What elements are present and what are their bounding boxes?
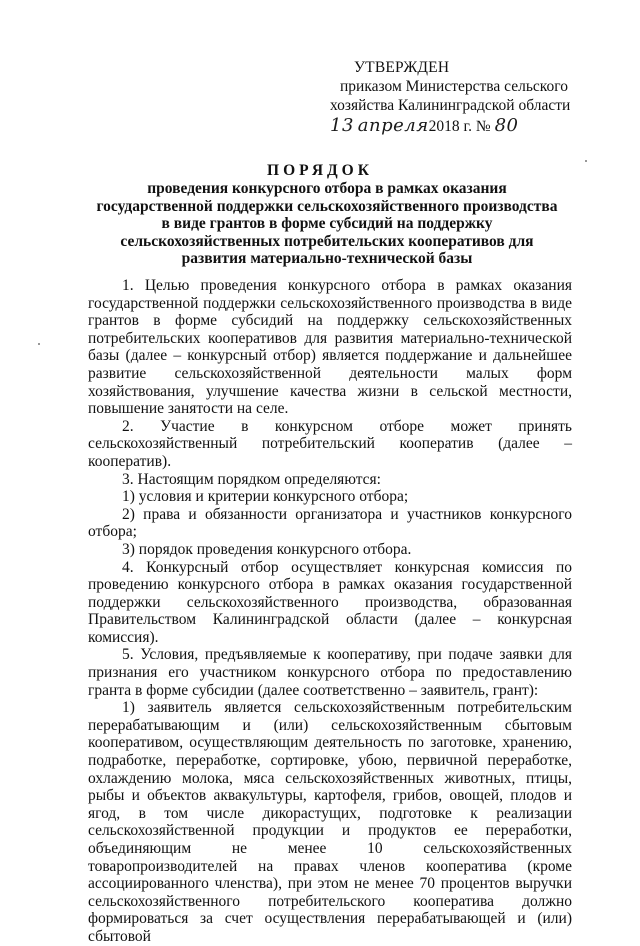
paragraph-3: 3. Настоящим порядком определяются: <box>122 470 381 488</box>
handwritten-day: 13 <box>330 115 354 136</box>
paragraph-3-item-1: 1) условия и критерии конкурсного отбора; <box>122 488 409 506</box>
approval-block <box>330 58 590 136</box>
printed-date: 2018 г. № <box>428 118 491 135</box>
paragraph-3-item-2: 2) права и обязанности организатора и участников конкурсного отбора; <box>88 505 572 541</box>
paragraph-4: 4. Конкурсный отбор осуществляет конкурсная комиссия по проведению конкурсного отбора в рамках оказания государственной поддержки сельскохозяйственного производства, образованная Правительством Калининградской области (далее – конкурсная комиссия). <box>88 558 572 646</box>
paragraph-5-item-1: 1) заявитель является сельскохозяйственным потребительским перерабатывающим и (или) сельскохозяйственным сбытовым кооперативом, осуществляющим деятельность по заготовке, хранению, подработке, переработке, сортировке, убою, первичной переработке, охлаждению молока, мяса сельскохозяйственных животных, птицы, рыбы и объектов аквакультуры, картофеля, грибов, овощей, плодов и ягод, в том числе дикорастущих, подготовке к реализации сельскохозяйственной продукции и продуктов ее переработки, объединяющим не менее 10 сельскохозяйственных товаропроизводителей на правах членов кооператива (кроме ассоциированного членства), при этом не менее 70 процентов выручки сельскохозяйственного потребительского кооператива должно формироваться за счет осуществления перерабатывающей и (или) сбытовой <box>88 699 572 945</box>
document-title: ПОРЯДОК <box>267 162 373 179</box>
paragraph-5: 5. Условия, предъявляемые к кооперативу, при подаче заявки для признания его участником конкурсного отбора по предоставлению гранта в форме субсидии (далее соответственно – заявитель, грант): <box>88 646 572 699</box>
handwritten-number: 80 <box>494 115 519 136</box>
handwritten-month: апреля <box>357 115 429 136</box>
approval-heading: УТВЕРЖДЕН <box>354 59 450 76</box>
approval-date-line <box>330 116 590 136</box>
document-subtitle: проведения конкурсного отбора в рамках оказания государственной поддержки сельскохозяйственного производства в виде грантов в форме субсидий на поддержку сельскохозяйственных потребительских кооперативов для развития материально-технической базы <box>96 180 558 267</box>
paragraph-3-item-3: 3) порядок проведения конкурсного отбора. <box>122 540 412 558</box>
approval-ministry-line: хозяйства Калининградской области <box>330 97 571 114</box>
scan-speck <box>38 343 40 345</box>
document-body <box>88 277 572 946</box>
paragraph-2: 2. Участие в конкурсном отборе может принять сельскохозяйственный потребительский кооператив (далее – кооператив). <box>88 417 572 470</box>
approval-order-line: приказом Министерства сельского <box>340 78 569 95</box>
scan-speck <box>585 160 587 162</box>
paragraph-1: 1. Целью проведения конкурсного отбора в рамках оказания государственной поддержки сельскохозяйственного производства в виде грантов в форме субсидий на поддержку сельскохозяйственных потребительских кооперативов для развития материально-технической базы (далее – конкурсный отбор) является поддержание и дальнейшее развитие сельскохозяйственной деятельности малых форм хозяйствования, улучшение качества жизни в сельской местности, повышение занятости на селе. <box>88 277 572 418</box>
